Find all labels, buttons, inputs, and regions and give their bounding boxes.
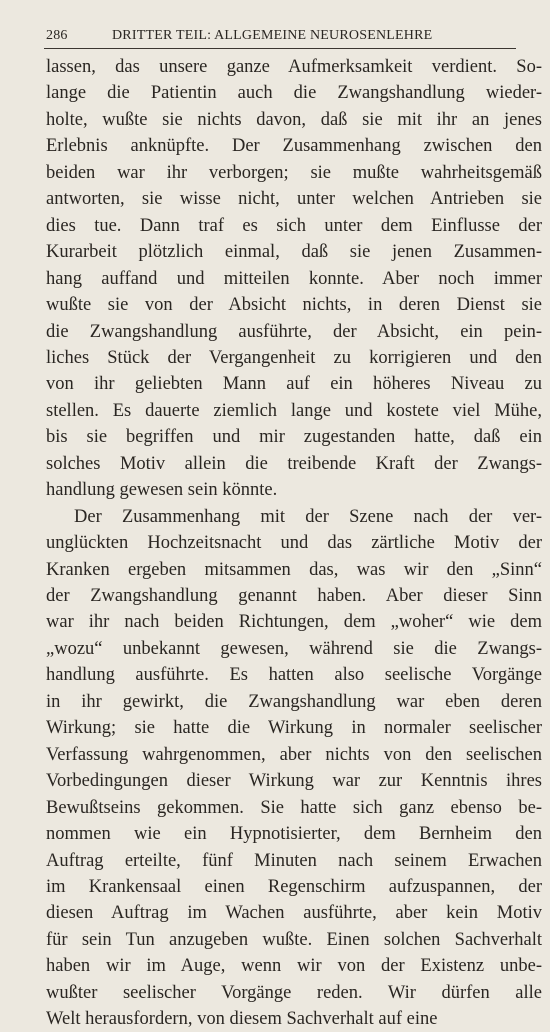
text-line: nommen wie ein Hypnotisierter, dem Bernheim den (46, 824, 542, 845)
text-line: war ihr nach beiden Richtungen, dem „woher“ wie dem (46, 612, 542, 633)
text-line: wußte sie von der Absicht nichts, in deren Dienst sie (46, 295, 542, 316)
text-line: die Zwangshandlung ausführte, der Absicht, ein pein- (46, 321, 542, 342)
text-line: antworten, sie wisse nicht, unter welchen Antrieben sie (46, 189, 542, 210)
text-line: Auftrag erteilte, fünf Minuten nach seinem Erwachen (46, 850, 542, 871)
text-line: solches Motiv allein die treibende Kraft der Zwangs- (46, 453, 542, 474)
text-line: der Zwangshandlung genannt haben. Aber dieser Sinn (46, 586, 542, 606)
text-line: lassen, das unsere ganze Aufmerksamkeit verdient. So- (46, 57, 542, 77)
text-line: stellen. Es dauerte ziemlich lange und kostete viel Mühe, (46, 400, 542, 421)
text-line: Bewußtseins gekommen. Sie hatte sich ganz ebenso be- (46, 797, 542, 818)
text-line: Kurarbeit plötzlich einmal, daß sie jenen Zusammen- (46, 242, 542, 263)
text-line: bis sie begriffen und mir zugestanden hatte, daß ein (46, 427, 542, 448)
text-line: für sein Tun anzugeben wußte. Einen solchen Sachverhalt (46, 929, 542, 950)
text-line: Vorbedingungen dieser Wirkung war zur Kenntnis ihres (46, 771, 542, 792)
text-line: Welt herausfordern, von diesem Sachverhalt auf eine (46, 1009, 438, 1030)
running-head: DRITTER TEIL: ALLGEMEINE NEUROSENLEHRE (112, 28, 433, 43)
text-line: im Krankensaal einen Regenschirm aufzuspannen, der (46, 876, 542, 897)
text-line: haben wir im Auge, wenn wir von der Existenz unbe- (46, 956, 542, 977)
text-line: beiden war ihr verborgen; sie mußte wahrheitsgemäß (46, 162, 542, 183)
text-line: handlung gewesen sein könnte. (46, 480, 278, 501)
text-line: holte, wußte sie nichts davon, daß sie mit ihr an jenes (46, 109, 542, 130)
text-line: von ihr geliebten Mann auf ein höheres Niveau zu (46, 374, 542, 395)
text-line: „wozu“ unbekannt gewesen, während sie die Zwangs- (46, 638, 542, 659)
text-line: handlung ausführte. Es hatten also seelische Vorgänge (46, 665, 542, 686)
text-line: in ihr gewirkt, die Zwangshandlung war eben deren (46, 691, 542, 712)
text-line: Verfassung wahrgenommen, aber nichts von den seelischen (46, 744, 542, 765)
page-number: 286 (46, 28, 68, 43)
text-line: Erlebnis anknüpfte. Der Zusammenhang zwischen den (46, 136, 542, 157)
text-line: unglückten Hochzeitsnacht und das zärtliche Motiv der (46, 533, 542, 554)
text-line: Der Zusammenhang mit der Szene nach der ver- (74, 506, 542, 527)
text-line: Kranken ergeben mitsammen das, was wir den „Sinn“ (46, 559, 542, 580)
header-rule (44, 48, 516, 49)
text-line: wußter seelischer Vorgänge reden. Wir dürfen alle (46, 982, 542, 1003)
text-line: liches Stück der Vergangenheit zu korrigieren und den (46, 347, 542, 368)
page-header (46, 28, 506, 48)
text-line: diesen Auftrag im Wachen ausführte, aber kein Motiv (46, 903, 542, 924)
text-line: lange die Patientin auch die Zwangshandlung wieder- (46, 83, 542, 104)
text-line: dies tue. Dann traf es sich unter dem Einflusse der (46, 215, 542, 236)
text-line: Wirkung; sie hatte die Wirkung in normaler seelischer (46, 718, 542, 739)
text-line: hang auffand und mitteilen konnte. Aber noch immer (46, 268, 542, 289)
